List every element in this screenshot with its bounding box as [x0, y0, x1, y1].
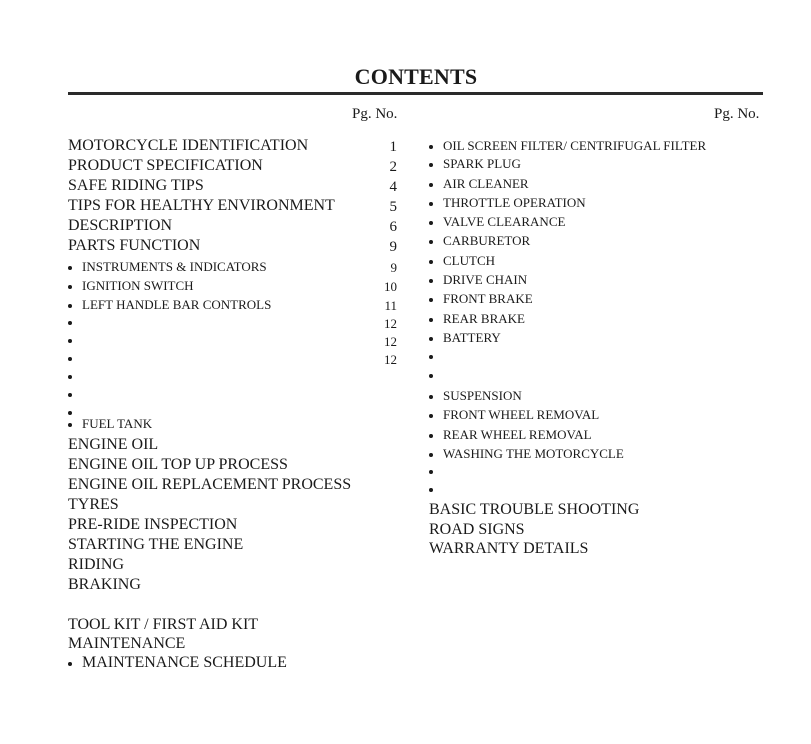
bullet-icon	[429, 298, 433, 302]
bullet-icon	[429, 414, 433, 418]
contents-entry[interactable]: STARTING THE ENGINE	[68, 536, 244, 553]
contents-subentry[interactable]: CLUTCH	[443, 253, 495, 268]
page-number: 12	[384, 352, 397, 367]
bullet-icon	[429, 145, 433, 149]
contents-entry[interactable]: ROAD SIGNS	[429, 521, 525, 538]
contents-entry[interactable]: ENGINE OIL	[68, 436, 159, 453]
bullet-icon	[429, 453, 433, 457]
bullet-icon	[429, 221, 433, 225]
page-title: CONTENTS	[354, 64, 478, 89]
bullet-icon	[429, 374, 433, 378]
bullet-icon	[429, 434, 433, 438]
contents-entry[interactable]: ENGINE OIL REPLACEMENT PROCESS	[68, 476, 352, 493]
page-number: 10	[384, 279, 397, 294]
bullet-icon	[429, 337, 433, 341]
contents-subentry[interactable]: FRONT WHEEL REMOVAL	[443, 407, 600, 422]
page-number: 6	[389, 219, 397, 235]
bullet-icon	[68, 266, 72, 270]
contents-subentry[interactable]: FRONT BRAKE	[443, 291, 533, 306]
contents-entry[interactable]: PRODUCT SPECIFICATION	[68, 157, 263, 174]
contents-subentry[interactable]: OIL SCREEN FILTER/ CENTRIFUGAL FILTER	[443, 138, 707, 153]
bullet-icon	[68, 339, 72, 343]
contents-entry[interactable]: TOOL KIT / FIRST AID KIT	[68, 616, 259, 633]
bullet-icon	[68, 304, 72, 308]
bullet-icon	[429, 260, 433, 264]
contents-subentry[interactable]: SUSPENSION	[443, 388, 522, 403]
bullet-icon	[429, 318, 433, 322]
contents-entry[interactable]: ENGINE OIL TOP UP PROCESS	[68, 456, 288, 473]
page-number: 11	[384, 298, 397, 313]
bullet-icon	[429, 395, 433, 399]
page-number-header-left: Pg. No.	[352, 106, 398, 122]
contents-subentry[interactable]: SPARK PLUG	[443, 156, 521, 171]
bullet-icon	[68, 285, 72, 289]
contents-entry[interactable]: TIPS FOR HEALTHY ENVIRONMENT	[68, 197, 335, 214]
bullet-icon	[429, 202, 433, 206]
bullet-icon	[68, 393, 72, 397]
page-number: 4	[389, 179, 397, 195]
contents-entry[interactable]: MAINTENANCE	[68, 635, 186, 652]
contents-subentry[interactable]: REAR BRAKE	[443, 311, 525, 326]
title-divider	[68, 92, 763, 95]
contents-subentry[interactable]: MAINTENANCE SCHEDULE	[82, 654, 287, 671]
bullet-icon	[429, 279, 433, 283]
page-number: 12	[384, 316, 397, 331]
bullet-icon	[429, 488, 433, 492]
page-number: 2	[389, 159, 397, 175]
contents-subentry[interactable]: VALVE CLEARANCE	[443, 214, 566, 229]
contents-subentry[interactable]: BATTERY	[443, 330, 501, 345]
contents-subentry[interactable]: DRIVE CHAIN	[443, 272, 528, 287]
bullet-icon	[68, 375, 72, 379]
contents-entry[interactable]: WARRANTY DETAILS	[429, 540, 589, 557]
bullet-icon	[68, 357, 72, 361]
contents-subentry[interactable]: LEFT HANDLE BAR CONTROLS	[82, 297, 272, 312]
page-number-header-right: Pg. No.	[714, 106, 760, 122]
contents-entry[interactable]: TYRES	[68, 496, 119, 513]
bullet-icon	[68, 411, 72, 415]
bullet-icon	[429, 163, 433, 167]
page-number: 1	[389, 139, 397, 155]
bullet-icon	[429, 240, 433, 244]
contents-subentry[interactable]: REAR WHEEL REMOVAL	[443, 427, 592, 442]
contents-subentry[interactable]: FUEL TANK	[82, 416, 153, 431]
page-number: 9	[389, 239, 397, 255]
contents-subentry[interactable]: INSTRUMENTS & INDICATORS	[82, 259, 267, 274]
page-number: 9	[390, 260, 397, 275]
contents-subentry[interactable]: IGNITION SWITCH	[82, 278, 194, 293]
contents-entry[interactable]: PARTS FUNCTION	[68, 237, 201, 254]
bullet-icon	[68, 662, 72, 666]
contents-subentry[interactable]: WASHING THE MOTORCYCLE	[443, 446, 624, 461]
contents-subentry[interactable]: AIR CLEANER	[443, 176, 529, 191]
bullet-icon	[429, 355, 433, 359]
bullet-icon	[429, 183, 433, 187]
contents-entry[interactable]: RIDING	[68, 556, 124, 573]
contents-entry[interactable]: SAFE RIDING TIPS	[68, 177, 204, 194]
bullet-icon	[68, 321, 72, 325]
contents-entry[interactable]: BASIC TROUBLE SHOOTING	[429, 501, 640, 518]
contents-subentry[interactable]: THROTTLE OPERATION	[443, 195, 586, 210]
contents-entry[interactable]: PRE-RIDE INSPECTION	[68, 516, 238, 533]
contents-subentry[interactable]: CARBURETOR	[443, 233, 531, 248]
contents-entry[interactable]: DESCRIPTION	[68, 217, 173, 234]
bullet-icon	[429, 470, 433, 474]
page-number: 5	[389, 199, 397, 215]
page-number: 12	[384, 334, 397, 349]
contents-entry[interactable]: BRAKING	[68, 576, 141, 593]
contents-entry[interactable]: MOTORCYCLE IDENTIFICATION	[68, 137, 309, 154]
bullet-icon	[68, 423, 72, 427]
